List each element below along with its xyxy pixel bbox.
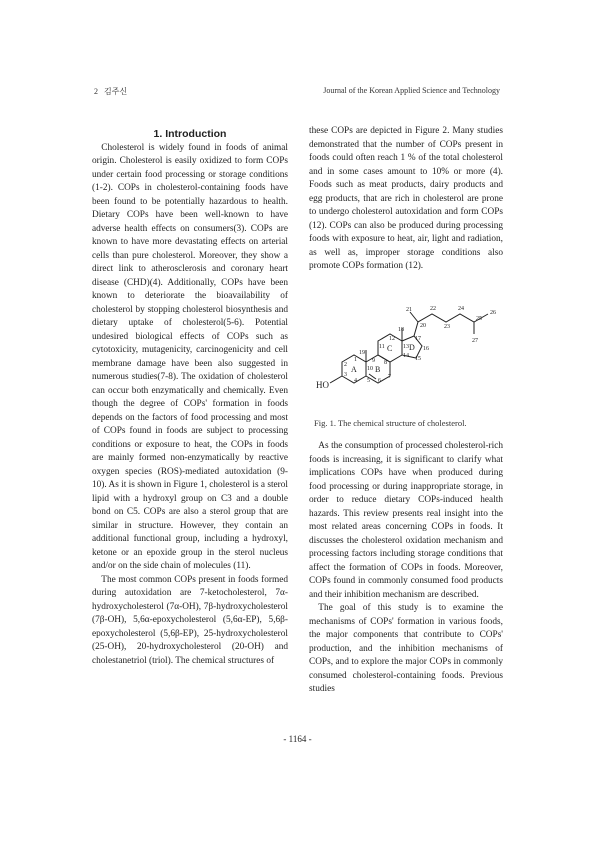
paragraph: these COPs are depicted in Figure 2. Many studies demonstrated that the number of COPs present in foods could often reach 1 % of the total cholesterol and in some cases amount to 10% or more (4). Foods such as meat products, dairy products and egg products, that are rich in cholesterol are prone to undergo cholesterol autoxidation and form COPs (12). COPs can also be produced during processing foods with exposure to heat, air, light and radiation, as well as, improper storage conditions also promote COPs formation (12). [309,126,503,271]
ring-label: C [387,344,393,353]
section-title: 1. Introduction [153,128,227,140]
atom-number: 2 [344,362,347,368]
paragraph: As the consumption of processed cholesterol-rich foods is increasing, it is significant to clarify what implications COPs have when produced during food processing or during inappropriate storage, in order to reduce dietary COPs-induced health hazards. This review presents real insight into the most related areas concerning COPs in foods. It discusses the cholesterol oxidation mechanism and processing factors including storage conditions that affect the formation of COPs in foods. Moreover, COPs found in commonly consumed food products and their inhibition mechanism are described. [309,441,503,600]
page-number: 2 [94,87,98,96]
atom-number: 22 [430,306,436,312]
atom-number: 4 [354,378,357,384]
ho-label: HO [316,380,329,390]
atom-number: 10 [367,366,373,372]
atom-number: 20 [420,323,426,329]
atom-number: 21 [406,307,412,313]
atom-number: 13 [403,344,409,350]
atom-number: 18 [398,327,404,333]
atom-number: 1 [354,357,357,363]
atom-number: 24 [458,306,464,312]
atom-number: 6 [378,378,381,384]
atom-number: 16 [423,346,429,352]
left-column [92,128,288,668]
atom-number: 23 [444,324,450,330]
ring-label: B [375,365,381,374]
figure-caption: Fig. 1. The chemical structure of cholesterol. [314,418,467,428]
paragraph: The goal of this study is to examine the mechanisms of COPs' formation in various foods, the major components that contribute to COPs' production, and the inhibition mechanisms of COPs, and to explore the major COPs in commonly consumed cholesterol-containing foods. Previous studies [309,603,503,694]
atom-number: 8 [384,360,387,366]
paragraph: Cholesterol is widely found in foods of animal origin. Cholesterol is easily oxidized to form COPs under certain food processing or storage conditions (1-2). COPs in cholesterol-containing foods have been found to be potentially hazardous to health. Dietary COPs have been well-known to have adverse health effects on consumers(3). COPs are known to have more devastating effects on arterial cells than pure cholesterol. Moreover, they show a direct link to atherosclerosis and coronary heart disease (CHD)(4). Additionally, COPs have been known to deteriorate the bioavailability of cholesterol by stopping cholesterol biosynthesis and dietary uptake of cholesterol(5-6). Potential undesired biological effects of COPs such as cytotoxicity, mutagenicity, carcinogenicity and cell membrane damage have been also suggested in numerous studies(7-8). The oxidation of cholesterol can occur both enzymatically and chemically. Even though the degree of COPs' formation in foods depends on the factors of food processing and most of COPs found in foods are subject to processing conditions or exposure to heat, the COPs in foods are mainly formed non-enzymatically by reactive oxygen species (ROS)-mediated autoxidation (9-10). As it is shown in Figure 1, cholesterol is a sterol lipid with a hydroxyl group on C3 and a double bond on C5. COPs are also a sterol group that are similar in structure. However, they contain an additional functional group, including a hydroxyl, ketone or an epoxide group in the sterol nucleus and/or on the side chain of molecules (11). [92,142,288,571]
atom-number: 5 [367,378,370,384]
atom-number: 9 [372,358,375,364]
right-column-top [309,125,503,274]
atom-number: 11 [379,344,385,350]
atom-number: 7 [388,374,391,380]
atom-number: 14 [403,353,409,359]
atom-number: 25 [476,316,482,322]
ring-label: A [351,365,357,374]
running-header-left [94,86,127,97]
atom-number: 27 [472,338,478,344]
atom-number: 3 [344,372,347,378]
atom-number: 12 [389,336,395,342]
journal-name: Journal of the Korean Applied Science and Technology [323,86,500,95]
paragraph: The most common COPs present in foods formed during autoxidation are 7-ketocholesterol, 7α-hydroxycholesterol (7α-OH), 7β-hydroxycholesterol (7β-OH), 5,6α-epoxycholesterol (5,6α-EP), 5,6β-epoxycholesterol (5,6β-EP), 25-hydroxycholesterol (25-OH), 20-hydroxycholesterol (20-OH) and cholestanetriol (triol). The chemical structures of [92,574,288,666]
right-column-bottom [309,440,503,697]
atom-number: 19 [359,350,365,356]
atom-number: 15 [415,356,421,362]
atom-number: 26 [490,310,496,316]
ring-label: D [409,343,415,352]
atom-number: 17 [415,336,421,342]
cholesterol-structure-figure [312,300,507,410]
page-footer: - 1164 - [283,734,312,744]
author-name: 김주신 [104,87,128,96]
